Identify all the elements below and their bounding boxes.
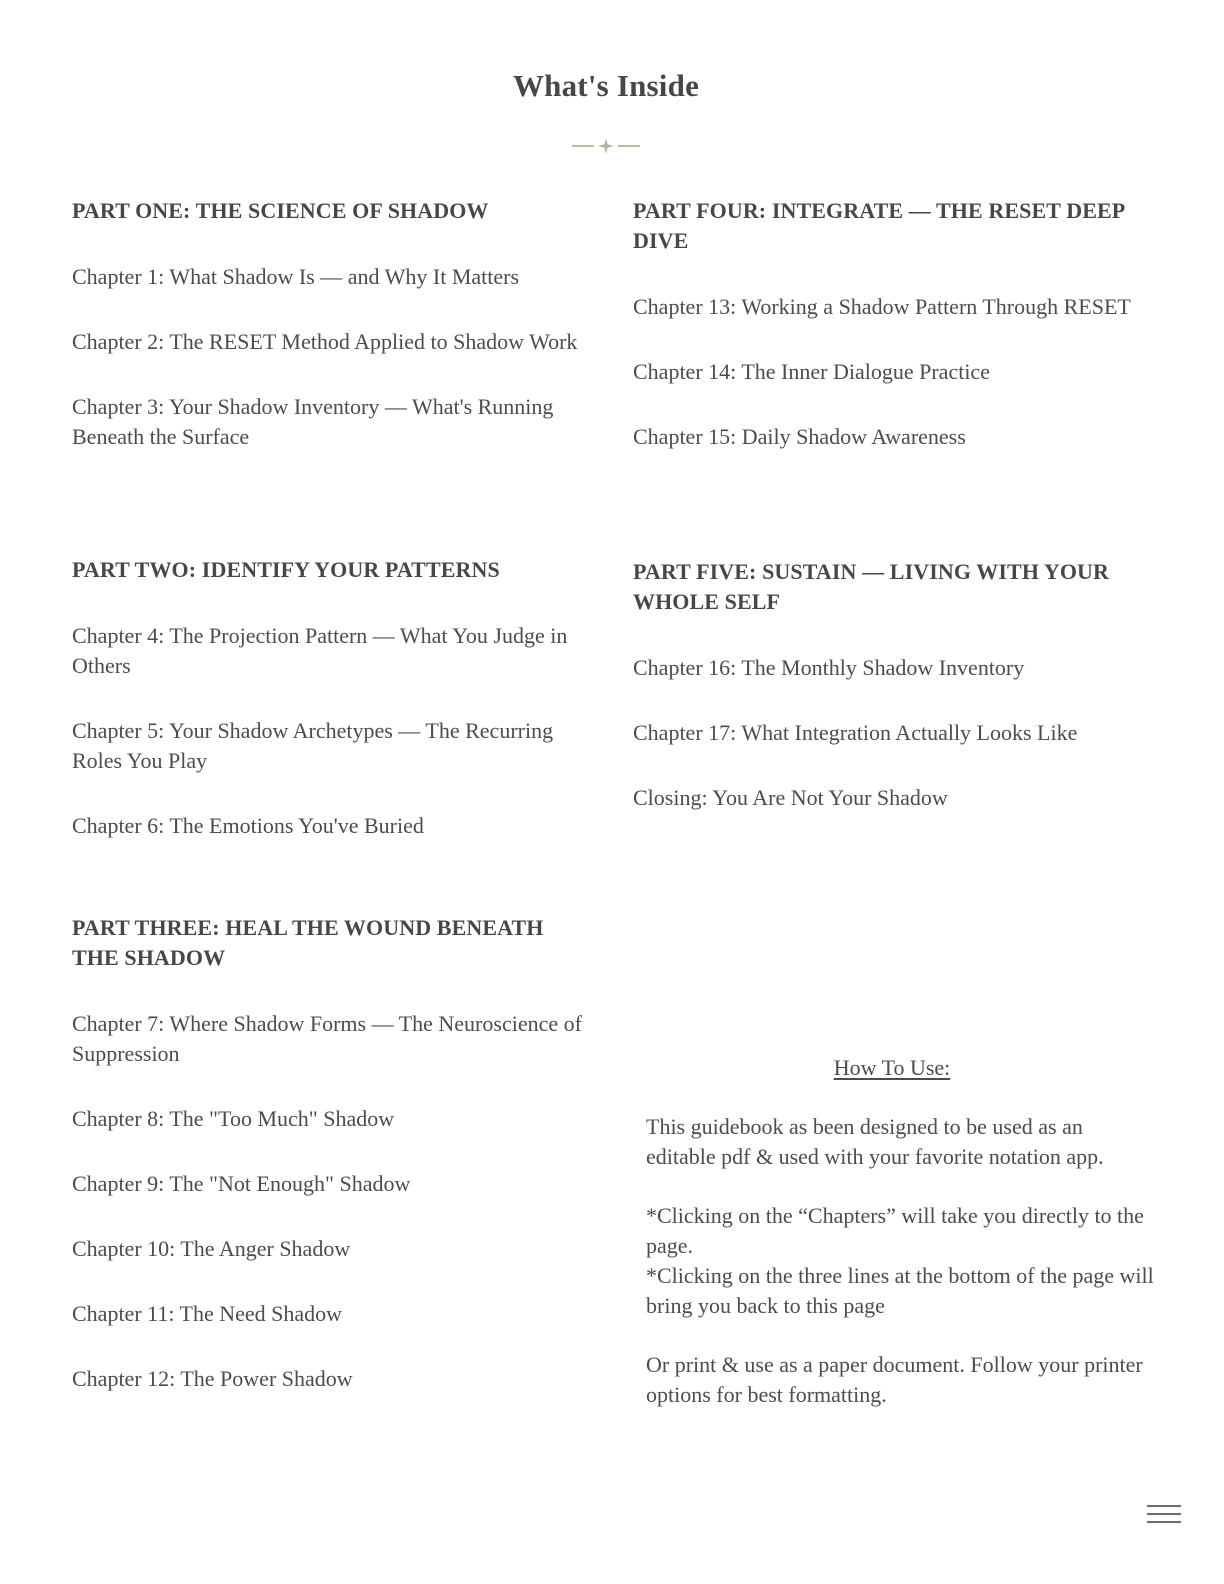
chapter-link-15[interactable]: Chapter 15: Daily Shadow Awareness: [633, 424, 966, 449]
star-divider-icon: [568, 134, 644, 158]
chapter-link-6[interactable]: Chapter 6: The Emotions You've Buried: [72, 813, 424, 838]
how-to-use-paragraph-print: Or print & use as a paper document. Follow your printer options for best formatting.: [646, 1352, 1143, 1407]
part-three-section: [72, 913, 592, 1429]
chapter-link-7[interactable]: Chapter 7: Where Shadow Forms — The Neuroscience of Suppression: [72, 1011, 582, 1066]
how-to-use-box: [646, 1053, 1156, 1439]
part-five-section: [633, 557, 1153, 848]
part-one-section: [72, 196, 592, 487]
chapter-link-1[interactable]: Chapter 1: What Shadow Is — and Why It Matters: [72, 264, 520, 289]
part-heading: PART THREE: HEAL THE WOUND BENEATH THE SHADOW: [72, 915, 544, 970]
four-point-star-icon: [598, 138, 614, 154]
navigation-note-chapters: *Clicking on the “Chapters” will take you directly to the page.: [646, 1203, 1144, 1258]
chapter-link-5[interactable]: Chapter 5: Your Shadow Archetypes — The Recurring Roles You Play: [72, 718, 554, 773]
chapter-link-3[interactable]: Chapter 3: Your Shadow Inventory — What's Running Beneath the Surface: [72, 394, 554, 449]
how-to-use-title: How To Use:: [833, 1055, 951, 1080]
menu-line: [1147, 1521, 1181, 1523]
chapter-link-2[interactable]: Chapter 2: The RESET Method Applied to Shadow Work: [72, 329, 578, 354]
how-to-use-paragraph-navigation: [646, 1201, 1156, 1321]
chapter-link-16[interactable]: Chapter 16: The Monthly Shadow Inventory: [633, 655, 1025, 680]
page-title: What's Inside: [512, 68, 700, 103]
chapter-link-17[interactable]: Chapter 17: What Integration Actually Looks Like: [633, 720, 1078, 745]
how-to-use-paragraph-editable: This guidebook as been designed to be used as an editable pdf & used with your favorite notation app.: [646, 1114, 1104, 1169]
chapter-link-4[interactable]: Chapter 4: The Projection Pattern — What You Judge in Others: [72, 623, 568, 678]
part-four-section: [633, 196, 1153, 487]
chapter-link-10[interactable]: Chapter 10: The Anger Shadow: [72, 1236, 351, 1261]
part-heading: PART TWO: IDENTIFY YOUR PATTERNS: [72, 557, 500, 582]
chapter-link-13[interactable]: Chapter 13: Working a Shadow Pattern Through RESET: [633, 294, 1131, 319]
closing-link[interactable]: Closing: You Are Not Your Shadow: [633, 785, 948, 810]
menu-line: [1147, 1513, 1181, 1515]
chapter-link-14[interactable]: Chapter 14: The Inner Dialogue Practice: [633, 359, 990, 384]
divider-line-right: [618, 145, 640, 147]
chapter-link-12[interactable]: Chapter 12: The Power Shadow: [72, 1366, 353, 1391]
chapter-link-11[interactable]: Chapter 11: The Need Shadow: [72, 1301, 343, 1326]
part-two-section: [72, 555, 592, 876]
menu-line: [1147, 1505, 1181, 1507]
divider-line-left: [572, 145, 594, 147]
hamburger-menu-icon[interactable]: [1147, 1505, 1181, 1525]
part-heading: PART ONE: THE SCIENCE OF SHADOW: [72, 198, 489, 223]
navigation-note-menu: *Clicking on the three lines at the bottom of the page will bring you back to this page: [646, 1263, 1154, 1318]
chapter-link-8[interactable]: Chapter 8: The "Too Much" Shadow: [72, 1106, 395, 1131]
part-heading: PART FIVE: SUSTAIN — LIVING WITH YOUR WHOLE SELF: [633, 559, 1110, 614]
chapter-link-9[interactable]: Chapter 9: The "Not Enough" Shadow: [72, 1171, 411, 1196]
part-heading: PART FOUR: INTEGRATE — THE RESET DEEP DIVE: [633, 198, 1125, 253]
